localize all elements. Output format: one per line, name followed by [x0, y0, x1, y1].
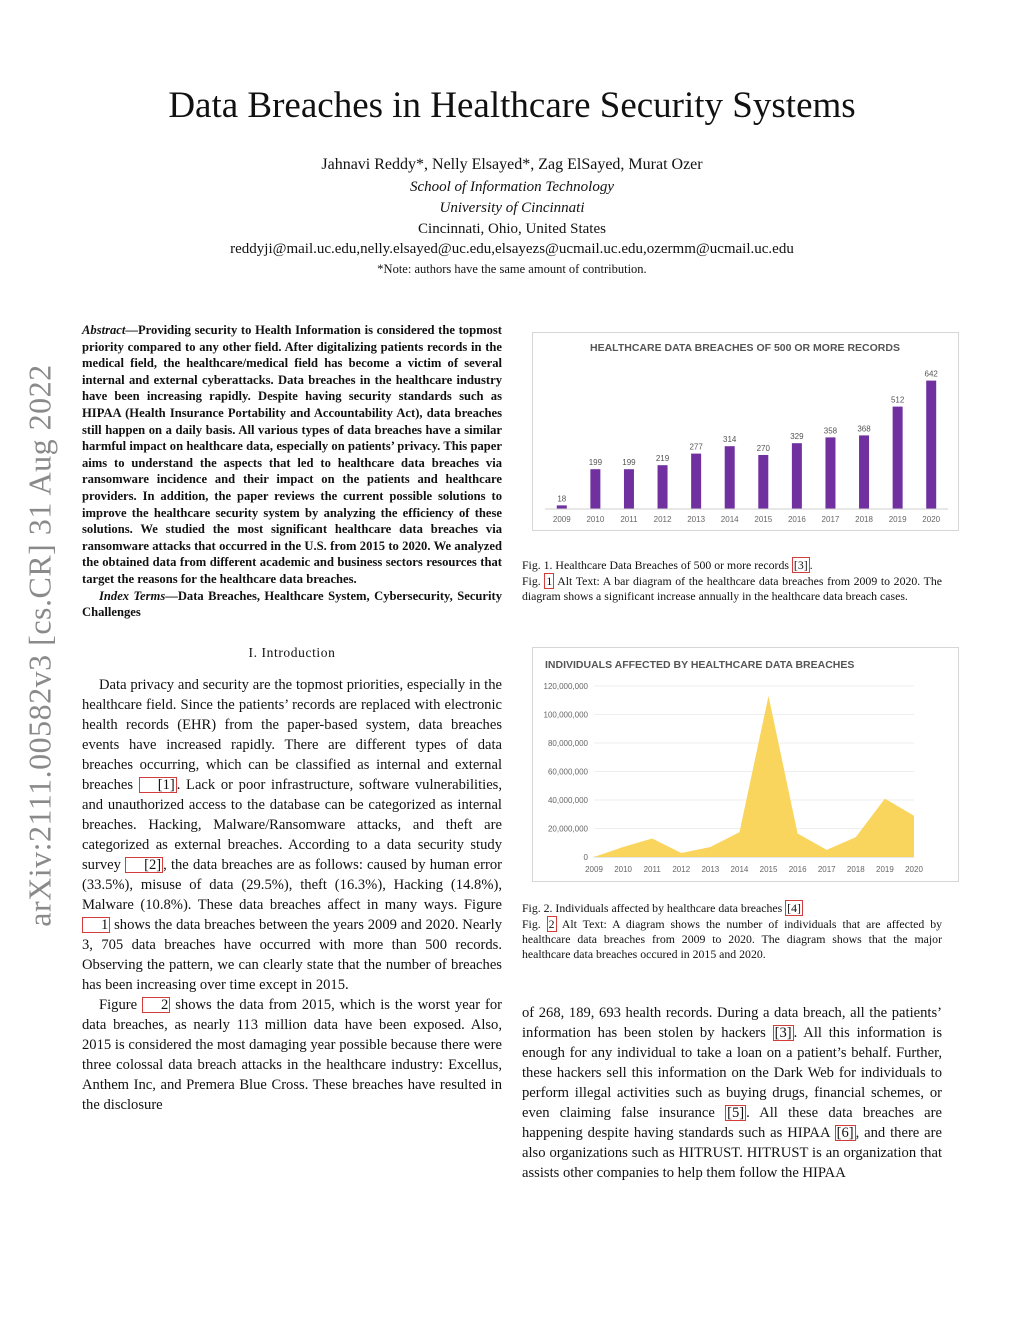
author-emails: reddyji@mail.uc.edu,nelly.elsayed@uc.edu,elsayezs@ucmail.uc.edu,ozermm@ucmail.uc.edu	[230, 241, 794, 257]
caption-text: Alt Text: A diagram shows the number of individuals that are affected by healthcare data breaches from 2009 to 2020. The diagram shows that the major healthcare data breaches occured in 2015 and 2020.	[522, 917, 943, 961]
x-tick-label: 2020	[922, 515, 941, 524]
bar-2015	[758, 455, 768, 509]
area-chart-svg	[533, 648, 958, 881]
intro-paragraph-2	[82, 995, 502, 1115]
intro-p1-text-b: . Lack or poor infrastructure, software vulnerabilities, and unauthorized access to the database can be categorized as internal breaches. Hacking, Malware/Ransomware attacks, and theft are categorized as external breaches. According to a data security study survey	[82, 776, 502, 873]
intro-p2-text-a: Figure	[99, 996, 143, 1013]
figure-1-bar-chart	[532, 332, 959, 531]
x-tick-label: 2015	[754, 515, 773, 524]
bar-2013	[691, 454, 701, 509]
affected-individuals-area	[594, 696, 914, 857]
bar-2014	[725, 446, 735, 509]
bar-2012	[658, 465, 668, 509]
y-tick-label: 100,000,000	[543, 710, 588, 720]
intro-paragraph-1	[82, 675, 502, 995]
bar-2011	[624, 469, 634, 509]
x-tick-label: 2019	[888, 515, 907, 524]
caption-line	[522, 557, 942, 573]
y-tick-label: 0	[583, 853, 588, 862]
x-tick-label: 2011	[620, 515, 638, 524]
author-list: Jahnavi Reddy*, Nelly Elsayed*, Zag ElSayed, Murat Ozer	[321, 156, 703, 173]
x-tick-label: 2010	[586, 515, 605, 524]
contribution-note: *Note: authors have the same amount of contribution.	[377, 262, 647, 276]
x-tick-label: 2016	[788, 865, 807, 874]
bar-2020	[926, 381, 936, 509]
section-heading-introduction: I. Introduction	[248, 644, 336, 660]
index-terms-label: Index Terms	[99, 588, 166, 603]
data-label: 358	[823, 426, 838, 436]
body-text-d: , and there are also organizations such as HITRUST. HITRUST is an organization that assists other companies to help them follow the HIPAA	[522, 1125, 942, 1181]
x-tick-label: 2014	[720, 515, 739, 524]
body-text-a: of 268, 189, 693 health records. During a data breach, all the patients’ information has been stolen by hackers	[522, 1005, 942, 1041]
paper-title: Data Breaches in Healthcare Security Systems	[168, 85, 856, 126]
figure-link[interactable]: 1	[546, 574, 553, 588]
affiliation-school: School of Information Technology	[409, 179, 615, 195]
citation-link[interactable]: [5]	[727, 1105, 745, 1121]
citation-link[interactable]: [2]	[125, 857, 163, 873]
chart-title: INDIVIDUALS AFFECTED BY HEALTHCARE DATA BREACHES	[545, 659, 855, 671]
figure-link[interactable]: 2	[142, 997, 170, 1013]
caption-text: Fig. 1. Healthcare Data Breaches of 500 or more records	[522, 558, 792, 572]
x-tick-label: 2012	[653, 515, 672, 524]
y-tick-label: 20,000,000	[547, 824, 588, 834]
abstract-text: —Providing security to Health Information is considered the topmost priority compared to any other field. After digitalizing patients records in the medical field, the healthcare/medical field has become a victim of several internal and external cyberattacks. Data breaches in the healthcare industry have been increasing rapidly. Despite having security standards such as HIPAA (Health Insurance Portability and Accountability Act), data breaches still happen on a daily basis. All various types of data breaches have a similar harmful impact on healthcare data, especially on patients’ privacy. This paper aims to understand the aspects that led to healthcare data breaches via ransomware incidence and their impact on the patients and healthcare providers. In addition, the paper reviews the current possible solutions to improve the healthcare security system by analyzing the efficiency of these solutions. We studied the most significant healthcare data breaches via ransomware attacks that occurred in the U.S. from 2015 to 2020. We analyzed the obtained data from different academic and business sectors resources that target the reasons for the healthcare data breaches.	[82, 323, 502, 586]
y-tick-label: 60,000,000	[547, 767, 588, 777]
figure-2-caption	[522, 900, 942, 962]
body-paragraph	[522, 1003, 942, 1183]
x-tick-label: 2013	[687, 515, 706, 524]
x-tick-label: 2020	[905, 865, 923, 874]
x-tick-label: 2016	[787, 515, 806, 524]
x-tick-label: 2013	[701, 865, 720, 874]
caption-text: Fig. 2. Individuals affected by healthcare data breaches	[522, 901, 786, 915]
data-label: 329	[790, 432, 804, 442]
x-tick-label: 2009	[585, 865, 603, 874]
x-tick-label: 2018	[846, 865, 865, 874]
caption-text: .	[809, 558, 813, 572]
y-tick-label: 40,000,000	[547, 796, 588, 805]
citation-link[interactable]: [4]	[787, 901, 801, 915]
x-tick-label: 2014	[730, 865, 749, 874]
caption-text: Fig.	[522, 574, 545, 588]
x-tick-label: 2018	[855, 515, 873, 524]
bar-2010	[590, 469, 600, 509]
bar-2019	[893, 407, 903, 509]
intro-p1-text-a: Data privacy and security are the topmost priorities, especially in the healthcare field. Since the patients’ records are replaced with electronic health records (EHR) from the paper-based system, data breaches events have increased rapidly. There are different types of data breaches occurring, which can be classified as internal and external breaches	[82, 676, 502, 793]
intro-p1-text-c: , the data breaches are as follows: caused by human error (33.5%), misuse of data (29.5%), theft (16.3%), Hacking (14.8%), Malware (10.8%). These data breaches affect in many ways. Figure	[82, 856, 502, 913]
bar-2009	[557, 505, 567, 509]
body-text-b: . All this information is enough for any individual to take a loan on a patient’s behalf. Further, these hackers sell this information on the Dark Web for individuals to perform illegal activities such as buying drugs, financial schemes, or even claiming false insurance	[522, 1025, 942, 1121]
figure-2-area-chart	[532, 647, 959, 882]
caption-text: Fig.	[522, 917, 547, 931]
data-label: 642	[924, 369, 938, 379]
data-label: 199	[622, 458, 636, 468]
data-label: 199	[588, 458, 603, 468]
x-tick-label: 2019	[876, 865, 894, 874]
right-column-text	[522, 1003, 942, 1183]
figure-1-caption	[522, 557, 942, 604]
citation-link[interactable]: [1]	[139, 777, 177, 793]
bar-2017	[825, 437, 835, 509]
caption-alt-text	[522, 573, 942, 604]
bar-2016	[792, 443, 802, 509]
x-tick-label: 2017	[821, 515, 840, 524]
citation-link[interactable]: [3]	[793, 558, 808, 572]
x-tick-label: 2009	[552, 515, 571, 524]
x-tick-label: 2012	[672, 865, 691, 874]
figure-link[interactable]: 1	[82, 917, 110, 933]
x-tick-label: 2015	[759, 865, 778, 874]
abstract-label: Abstract	[82, 323, 126, 337]
caption-alt-text	[522, 916, 942, 962]
arxiv-identifier: arXiv:2111.00582v3 [cs.CR] 31 Aug 2022	[21, 363, 58, 927]
index-terms	[82, 588, 502, 621]
arxiv-side-stamp	[20, 345, 60, 945]
citation-link[interactable]: [3]	[774, 1025, 792, 1041]
data-label: 18	[557, 494, 567, 504]
x-tick-label: 2011	[643, 865, 661, 874]
body-text-c: . All these data breaches are happening despite having standards such as HIPAA	[522, 1105, 942, 1141]
data-label: 219	[655, 454, 670, 464]
y-tick-label: 80,000,000	[547, 739, 588, 748]
caption-text: Alt Text: A bar diagram of the healthcare data breaches from 2009 to 2020. The diagram shows a significant increase annually in the healthcare data breach cases.	[522, 574, 942, 603]
y-tick-label: 120,000,000	[543, 682, 588, 691]
intro-p2-text-b: shows the data from 2015, which is the worst year for data breaches, as nearly 113 million data have been exposed. Also, 2015 is considered the most damaging year possible because there were three colossal data breach attacks in the healthcare industry: Excellus, Anthem Inc, and Premera Blue Cross. These breaches have resulted in the disclosure	[82, 996, 502, 1113]
data-label: 512	[890, 395, 905, 405]
data-label: 277	[689, 442, 703, 452]
affiliation-university: University of Cincinnati	[439, 200, 585, 216]
figure-link[interactable]: 2	[548, 917, 555, 931]
chart-title: HEALTHCARE DATA BREACHES OF 500 OR MORE RECORDS	[590, 342, 900, 354]
x-tick-label: 2010	[614, 865, 632, 874]
left-column	[82, 322, 502, 1115]
abstract	[82, 322, 502, 588]
data-label: 368	[857, 424, 871, 434]
bar-2018	[859, 435, 869, 509]
x-tick-label: 2017	[817, 865, 836, 874]
data-label: 270	[756, 444, 770, 453]
data-label: 314	[723, 435, 737, 445]
caption-line	[522, 900, 942, 916]
affiliation-location: Cincinnati, Ohio, United States	[418, 221, 606, 237]
bar-chart-svg	[533, 333, 958, 530]
index-terms-text: —Data Breaches, Healthcare System, Cybersecurity, Security Challenges	[82, 588, 502, 620]
citation-link[interactable]: [6]	[836, 1125, 854, 1141]
intro-p1-text-d: shows the data breaches between the years 2009 and 2020. Nearly 3, 705 data breaches have occurred with more than 500 records. Observing the pattern, we can clearly state that the number of breaches has been increasing over time except in 2015.	[82, 916, 502, 993]
